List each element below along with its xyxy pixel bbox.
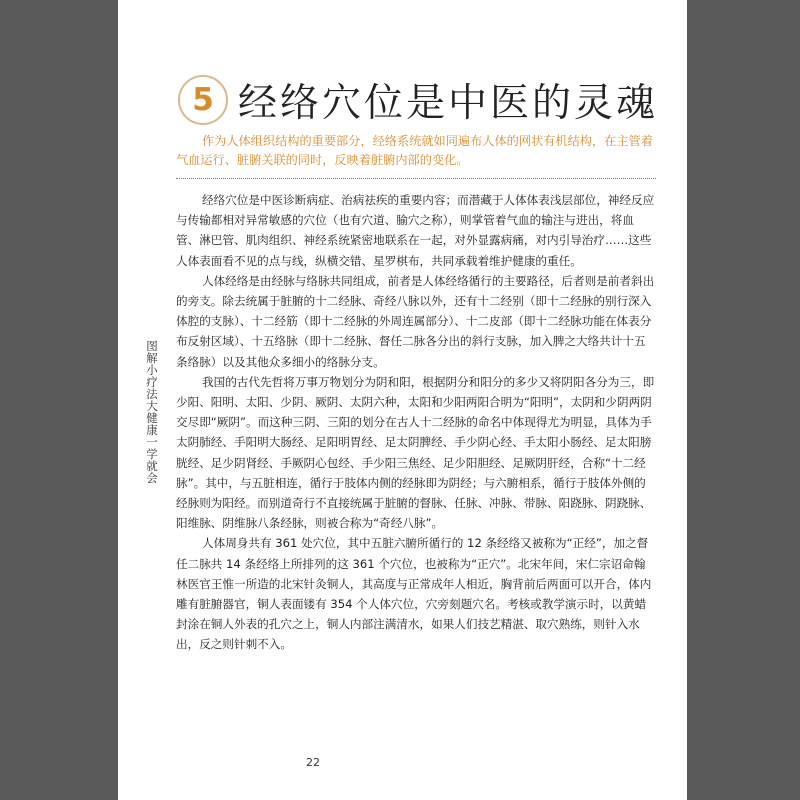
paragraph: 人体周身共有 361 处穴位，其中五脏六腑所循行的 12 条经络又被称为“正经”，加之督任二脉共 14 条经络上所排列的这 361 个穴位，也被称为“正穴”。北宋年间，宋仁宗诏命翰林医官王惟一所造的北宋针灸铜人，其高度与正常成年人相近，胸背前后两面可以开合，体内雕有脏腑器官，铜人表面镂有 354 个人体穴位，穴旁刻题穴名。考核或教学演示时，以黄蜡封涂在铜人外表的孔穴之上，铜人内部注满清水，如果人们技艺精湛、取穴熟练，则针入水出，反之则针刺不入。 <box>176 536 652 652</box>
body-text <box>176 190 656 655</box>
paragraph: 人体经络是由经脉与络脉共同组成，前者是人体经络循行的主要路径，后者则是前者斜出的旁支。除去统属于脏腑的十二经脉、奇经八脉以外，还有十二经别（即十二经脉的别行深入体腔的支脉）、十二经筋（即十二经脉的外周连属部分）、十二皮部（即十二经脉功能在体表分布反射区域）、十五络脉（即十二经脉、督任二脉各分出的斜行支脉，加入脾之大络共计十五条络脉）以及其他众多细小的络脉分支。 <box>176 273 655 369</box>
paragraph: 经络穴位是中医诊断病症、治病祛疾的重要内容；而潜藏于人体体表浅层部位，神经反应与传输都相对异常敏感的穴位（也有穴道、腧穴之称），则掌管着气血的输注与进出，将血管、淋巴管、肌肉组织、神经系统紧密地联系在一起，对外显露病痛，对内引导治疗……这些人体表面看不见的点与线，纵横交错、星罗棋布，共同承载着维护健康的重任。 <box>176 193 655 268</box>
section-number-badge <box>178 75 228 125</box>
section-heading <box>178 70 658 130</box>
intro-paragraph: 作为人体组织结构的重要部分，经络系统就如同遍布人体的网状有机结构，在主管着气血运行、脏腑关联的同时，反映着脏腑内部的变化。 <box>176 134 653 167</box>
book-page <box>118 0 687 800</box>
section-number: 5 <box>192 82 214 118</box>
section-title: 经络穴位是中医的灵魂 <box>238 81 659 126</box>
side-label: 图解小疗法大健康一学就会 <box>145 340 159 484</box>
page-number: 22 <box>306 756 320 769</box>
paragraph: 我国的古代先哲将万事万物划分为阴和阳，根据阴分和阳分的多少又将阴阳各分为三，即少阳、阳明、太阳、少阴、厥阴、太阴六种，太阳和少阳两阳合明为“阳明”，太阴和少阴两阴交尽即“厥阴”。而这种三阴、三阳的划分在古人十二经脉的命名中体现得尤为明显，具体为手太阴肺经、手阳明大肠经、足阳明胃经、足太阴脾经、手少阴心经、手太阳小肠经、足太阳膀胱经、足少阴肾经、手厥阴心包经、手少阳三焦经、足少阳胆经、足厥阴肝经，合称“十二经脉”。其中，与五脏相连，循行于肢体内侧的经脉即为阴经；与六腑相系，循行于肢体外侧的经脉则为阳经。而别道奇行不直接统属于脏腑的督脉、任脉、冲脉、带脉、阳跷脉、阴跷脉、阳维脉、阴维脉八条经脉，则被合称为“奇经八脉”。 <box>176 374 655 531</box>
divider <box>176 178 656 179</box>
